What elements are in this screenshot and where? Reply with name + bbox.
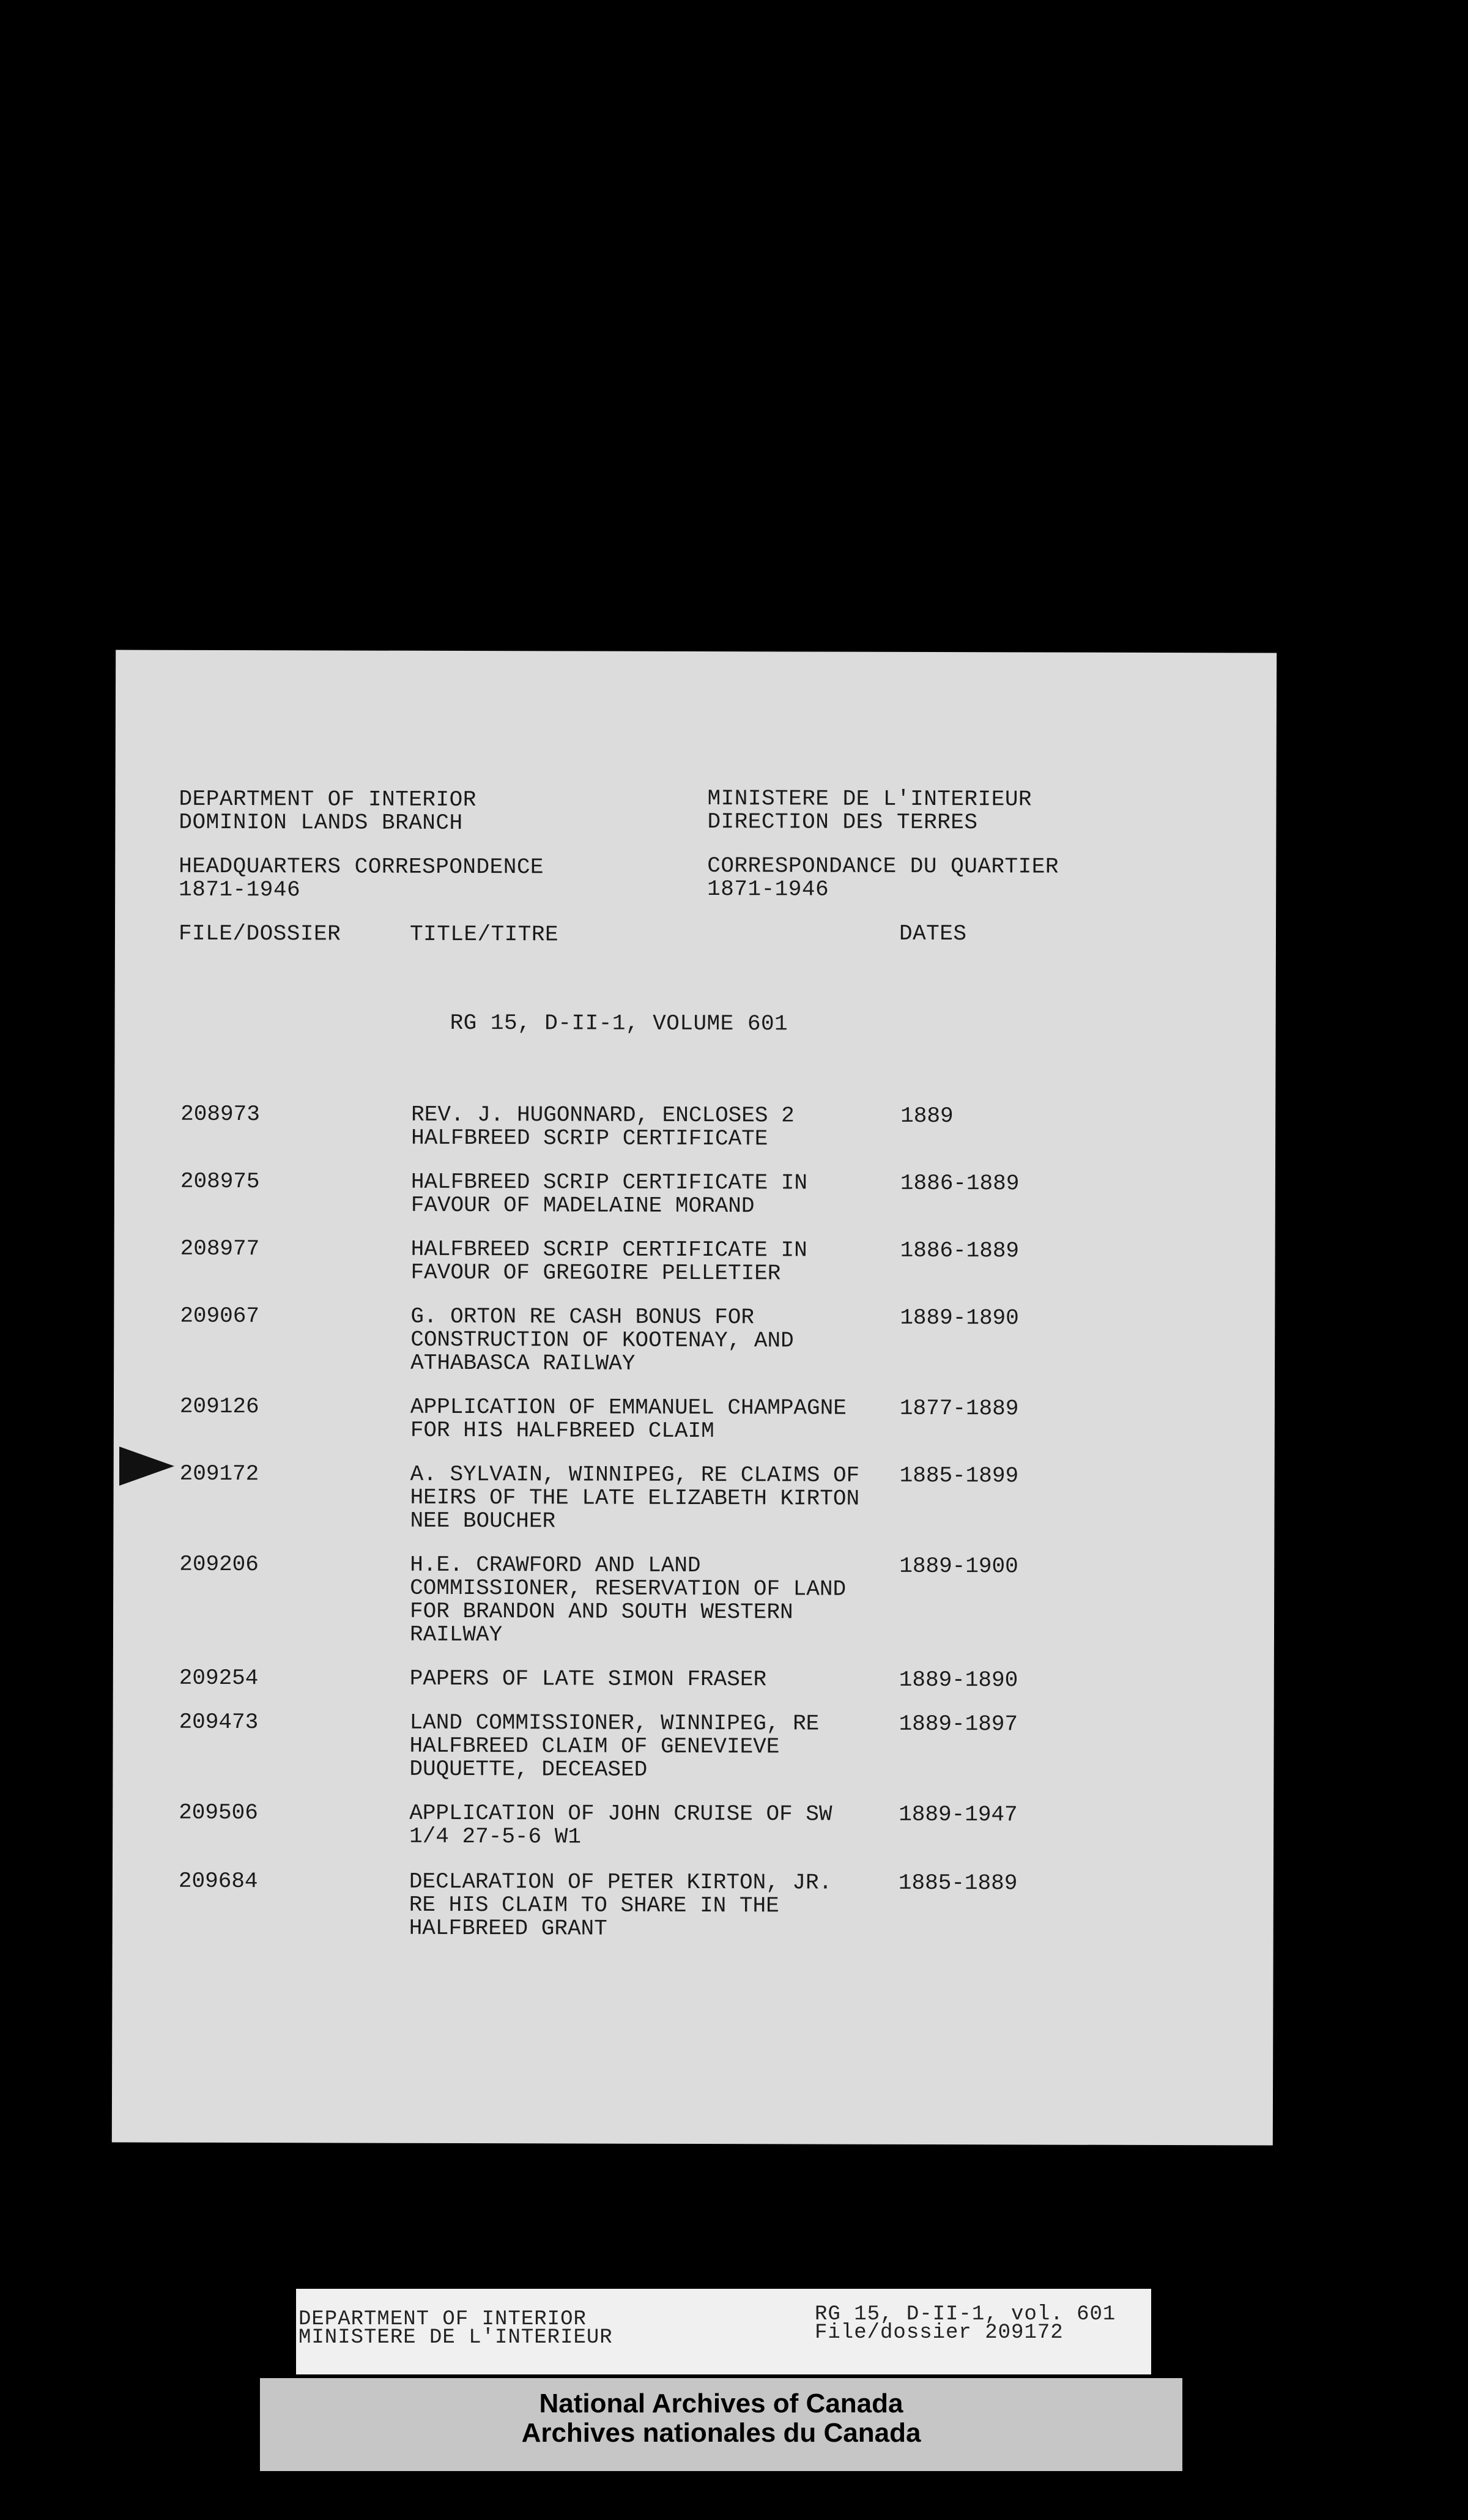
entry-row [113, 1665, 1274, 1693]
entry-dates: 1889-1897 [899, 1711, 1018, 1737]
header-left-years: 1871-1946 [179, 876, 301, 903]
entry-file: 209206 [179, 1551, 259, 1577]
column-header-title: TITLE/TITRE [409, 921, 559, 947]
label-dept-fr: MINISTERE DE L'INTERIEUR [298, 2326, 613, 2349]
entry-dates: 1889-1890 [900, 1305, 1019, 1331]
entry-file: 209126 [179, 1393, 259, 1420]
column-header-dates: DATES [899, 921, 967, 947]
header-left-line2: DOMINION LANDS BRANCH [179, 809, 463, 836]
entry-row [114, 1168, 1275, 1219]
entry-file: 209254 [179, 1665, 259, 1691]
entry-dates: 1889-1947 [899, 1801, 1018, 1828]
entry-row [113, 1868, 1273, 1941]
entry-row [114, 1461, 1275, 1534]
label-file-number: File/dossier 209172 [815, 2321, 1064, 2344]
entry-row [114, 1393, 1275, 1444]
entry-file: 208975 [180, 1168, 260, 1195]
entry-row [114, 1236, 1275, 1286]
entry-title: REV. J. HUGONNARD, ENCLOSES 2 HALFBREED SCRIP CERTIFICATE [411, 1102, 795, 1152]
entry-row [113, 1551, 1274, 1648]
pointer-arrow-icon [119, 1447, 174, 1486]
column-header-file: FILE/DOSSIER [178, 921, 341, 947]
entry-file: 208973 [180, 1101, 260, 1127]
entry-row [113, 1799, 1273, 1850]
archives-banner [260, 2378, 1182, 2471]
entry-file: 209473 [179, 1709, 259, 1735]
entry-file: 209172 [179, 1461, 259, 1487]
entry-dates: 1889-1900 [899, 1553, 1018, 1579]
entry-dates: 1877-1889 [899, 1395, 1019, 1421]
label-reference: RG 15, D-II-1, vol. 601 [815, 2303, 1116, 2326]
entry-title: HALFBREED SCRIP CERTIFICATE IN FAVOUR OF MADELAINE MORAND [410, 1169, 808, 1219]
entry-file: 208977 [180, 1236, 260, 1262]
entry-file: 209506 [179, 1799, 258, 1826]
entry-row [113, 1709, 1274, 1782]
entry-title: PAPERS OF LATE SIMON FRASER [409, 1666, 767, 1692]
header-right-years: 1871-1946 [707, 876, 829, 902]
entry-title: G. ORTON RE CASH BONUS FOR CONSTRUCTION OF KOOTENAY, AND ATHABASCA RAILWAY [410, 1303, 794, 1376]
entry-file: 209067 [180, 1303, 260, 1329]
header-right-line2: DIRECTION DES TERRES [707, 809, 978, 836]
entry-title: DECLARATION OF PETER KIRTON, JR. RE HIS CLAIM TO SHARE IN THE HALFBREED GRANT [409, 1869, 832, 1941]
entry-dates: 1885-1899 [899, 1462, 1019, 1489]
label-dept-en: DEPARTMENT OF INTERIOR [298, 2308, 587, 2331]
entry-row [114, 1101, 1275, 1152]
entry-dates: 1886-1889 [900, 1237, 1020, 1264]
entry-title: LAND COMMISSIONER, WINNIPEG, RE HALFBREED CLAIM OF GENEVIEVE DUQUETTE, DECEASED [409, 1710, 820, 1782]
document-page [112, 650, 1277, 2146]
entry-dates: 1885-1889 [898, 1870, 1018, 1896]
header-right-series: CORRESPONDANCE DU QUARTIER [707, 853, 1059, 880]
header-left-line1: DEPARTMENT OF INTERIOR [179, 786, 476, 813]
archives-name-fr: Archives nationales du Canada [521, 2418, 921, 2448]
archives-name-en: National Archives of Canada [539, 2388, 903, 2418]
entry-title: HALFBREED SCRIP CERTIFICATE IN FAVOUR OF GREGOIRE PELLETIER [410, 1236, 807, 1286]
entry-row [114, 1303, 1275, 1376]
entry-title: A. SYLVAIN, WINNIPEG, RE CLAIMS OF HEIRS OF THE LATE ELIZABETH KIRTON NEE BOUCHER [410, 1461, 860, 1534]
file-label [296, 2289, 1151, 2374]
volume-heading: RG 15, D-II-1, VOLUME 601 [450, 1010, 788, 1037]
entry-dates: 1889-1890 [899, 1667, 1018, 1693]
entry-title: APPLICATION OF JOHN CRUISE OF SW 1/4 27-5-6 W1 [409, 1800, 832, 1850]
entry-dates: 1886-1889 [900, 1170, 1020, 1196]
header-left-series: HEADQUARTERS CORRESPONDENCE [179, 853, 544, 880]
entry-dates: 1889 [900, 1103, 954, 1129]
entry-file: 209684 [178, 1868, 258, 1894]
entry-title: H.E. CRAWFORD AND LAND COMMISSIONER, RESERVATION OF LAND FOR BRANDON AND SOUTH WESTERN RAILWAY [409, 1552, 847, 1648]
entry-title: APPLICATION OF EMMANUEL CHAMPAGNE FOR HIS HALFBREED CLAIM [410, 1394, 847, 1444]
header-right-line1: MINISTERE DE L'INTERIEUR [707, 786, 1032, 812]
